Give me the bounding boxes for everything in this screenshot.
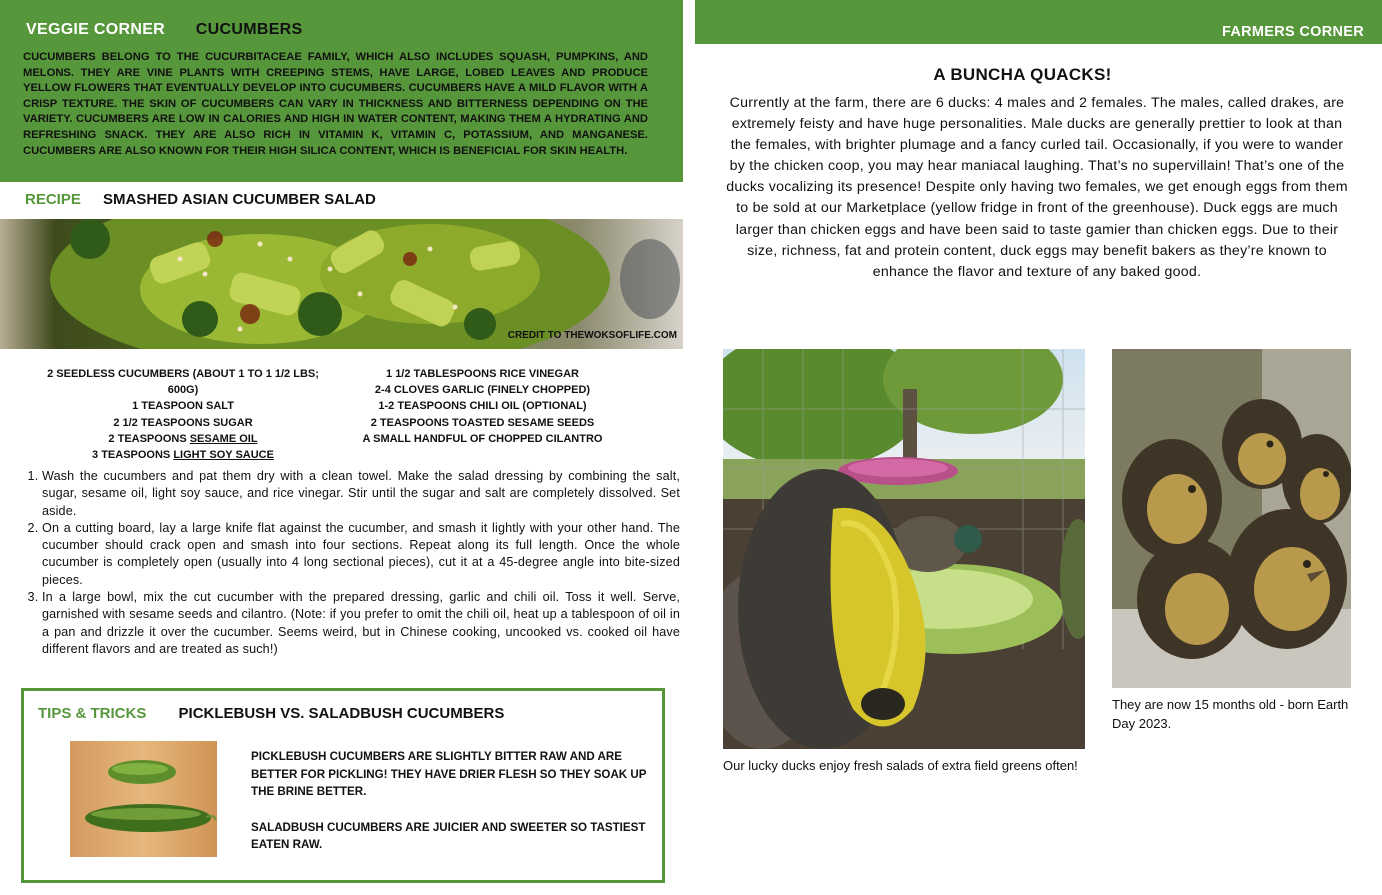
veggie-corner-heading <box>26 21 303 39</box>
sesame-oil-link[interactable]: SESAME OIL <box>189 432 258 445</box>
ducklings-photo <box>1112 349 1351 688</box>
photo-caption: Our lucky ducks enjoy fresh salads of extra field greens often! <box>723 758 1078 773</box>
ingredients-list-left <box>38 366 328 463</box>
tips-and-tricks-box <box>21 688 665 883</box>
section-label: RECIPE <box>25 191 81 208</box>
left-page <box>0 0 683 895</box>
section-label: TIPS & TRICKS <box>38 705 147 722</box>
cucumber-salad-photo <box>0 219 683 349</box>
duck-closeup-photo <box>723 349 1085 749</box>
ingredient: 2-4 CLOVES GARLIC (FINELY CHOPPED) <box>374 384 591 397</box>
photo-credit: CREDIT TO THEWOKSOFLIFE.COM <box>507 330 677 341</box>
ingredient: 1 TEASPOON SALT <box>132 400 234 413</box>
ingredient: 2 TEASPOONS TOASTED SESAME SEEDS <box>370 416 595 429</box>
tips-text <box>251 748 651 872</box>
ingredient <box>38 447 328 463</box>
veggie-name: CUCUMBERS <box>195 21 303 38</box>
section-label: VEGGIE CORNER <box>26 21 166 38</box>
recipe-steps <box>16 468 680 658</box>
recipe-step: 1. Wash the cucumbers and pat them dry with a clean towel. Make the salad dressing by combining the salt, sugar, sesame oil, light soy sauce, and rice vinegar. Stir until the sugar and salt are completely dissolved. Set aside. <box>42 468 680 520</box>
farmers-corner-banner <box>695 0 1382 44</box>
recipe-heading <box>25 191 376 208</box>
tips-heading <box>38 705 504 722</box>
ingredient: A SMALL HANDFUL OF CHOPPED CILANTRO <box>362 432 603 445</box>
ingredient: 2 1/2 TEASPOONS SUGAR <box>113 416 253 429</box>
ingredient-text: 2 TEASPOONS <box>108 432 190 445</box>
recipe-step: 3. In a large bowl, mix the cut cucumber with the prepared dressing, garlic and chili oil. Toss it well. Serve, garnished with sesame seeds and cilantro. (Note: if you prefer to omit the chili oil, heat up a tablespoon of oil in a pan and drizzle it over the cucumber. Seems weird, but in Chinese cooking, uncooked vs. cooked oil have different flavors and are treated as such!) <box>42 589 680 658</box>
photo-caption: They are now 15 months old - born Earth Day 2023. <box>1112 697 1349 731</box>
ingredient-text: 3 TEASPOONS <box>92 449 174 462</box>
ingredient: 1 1/2 TABLESPOONS RICE VINEGAR <box>386 368 579 380</box>
recipe-title: SMASHED ASIAN CUCUMBER SALAD <box>103 191 376 208</box>
article-title: A BUNCHA QUACKS! <box>933 65 1112 84</box>
cucumbers-comparison-photo <box>70 741 217 857</box>
veggie-corner-banner <box>0 0 683 182</box>
article-body: Currently at the farm, there are 6 ducks: 4 males and 2 females. The males, called drakes, are extremely feisty and have huge personalities. Male ducks are generally prettier to look at than the females, with brighter plumage and a fancy curled tail. Occasionally, if you were to wander by the chicken coop, you may hear maniacal laughing. That’s no supervillain! That’s one of the ducks vocalizing its presence! Despite only having two females, we get enough eggs from them to be sold at our Marketplace (yellow fridge in front of the greenhouse). Duck eggs are much larger than chicken eggs and have been said to taste gamier than chicken eggs. Due to their size, richness, fat and protein content, duck eggs may benefit bakers as they’re known to enhance the flavor and texture of any baked good. <box>726 95 1348 280</box>
veggie-description: CUCUMBERS BELONG TO THE CUCURBITACEAE FAMILY, WHICH ALSO INCLUDES SQUASH, PUMPKINS, AND MELONS. THEY ARE VINE PLANTS WITH CREEPING STEMS, HAVE LARGE, LOBED LEAVES AND PRODUCE YELLOW FLOWERS THAT EVENTUALLY DEVELOP INTO CUCUMBERS. CUCUMBERS HAVE A MILD FLAVOR WITH A CRISP TEXTURE. THE SKIN OF CUCUMBERS CAN VARY IN THICKNESS AND BITTERNESS DEPENDING ON THE VARIETY. CUCUMBERS ARE LOW IN CALORIES AND HIGH IN WATER CONTENT, MAKING THEM A HYDRATING AND REFRESHING SNACK. THEY ARE ALSO RICH IN VITAMIN K, VITAMIN C, POTASSIUM, AND MANGANESE. CUCUMBERS ARE ALSO KNOWN FOR THEIR HIGH SILICA CONTENT, WHICH IS BENEFICIAL FOR SKIN HEALTH. <box>23 51 648 157</box>
ingredient <box>38 431 328 447</box>
ingredient: 1-2 TEASPOONS CHILI OIL (OPTIONAL) <box>378 400 587 413</box>
ingredients-list-right <box>340 366 625 447</box>
recipe-step: 2. On a cutting board, lay a large knife flat against the cucumber, and smash it lightly with your other hand. The cucumber should crack open and smash into four sections. Repeat along its full length. Once the whole cucumber is completely open (usually into 4 long sectional pieces), cut it at a 45-degree angle into bite-sized pieces. <box>42 520 680 589</box>
tips-paragraph: SALADBUSH CUCUMBERS ARE JUICIER AND SWEETER SO TASTIEST EATEN RAW. <box>251 820 646 851</box>
ingredient: 2 SEEDLESS CUCUMBERS (ABOUT 1 TO 1 1/2 LBS; 600G) <box>47 368 319 397</box>
section-label: FARMERS CORNER <box>1222 24 1364 40</box>
tips-paragraph: PICKLEBUSH CUCUMBERS ARE SLIGHTLY BITTER RAW AND ARE BETTER FOR PICKLING! THEY HAVE DRIER FLESH SO THEY SOAK UP THE BRINE BETTER. <box>251 750 647 798</box>
light-soy-sauce-link[interactable]: LIGHT SOY SAUCE <box>173 449 274 462</box>
tips-title: PICKLEBUSH VS. SALADBUSH CUCUMBERS <box>178 705 505 722</box>
